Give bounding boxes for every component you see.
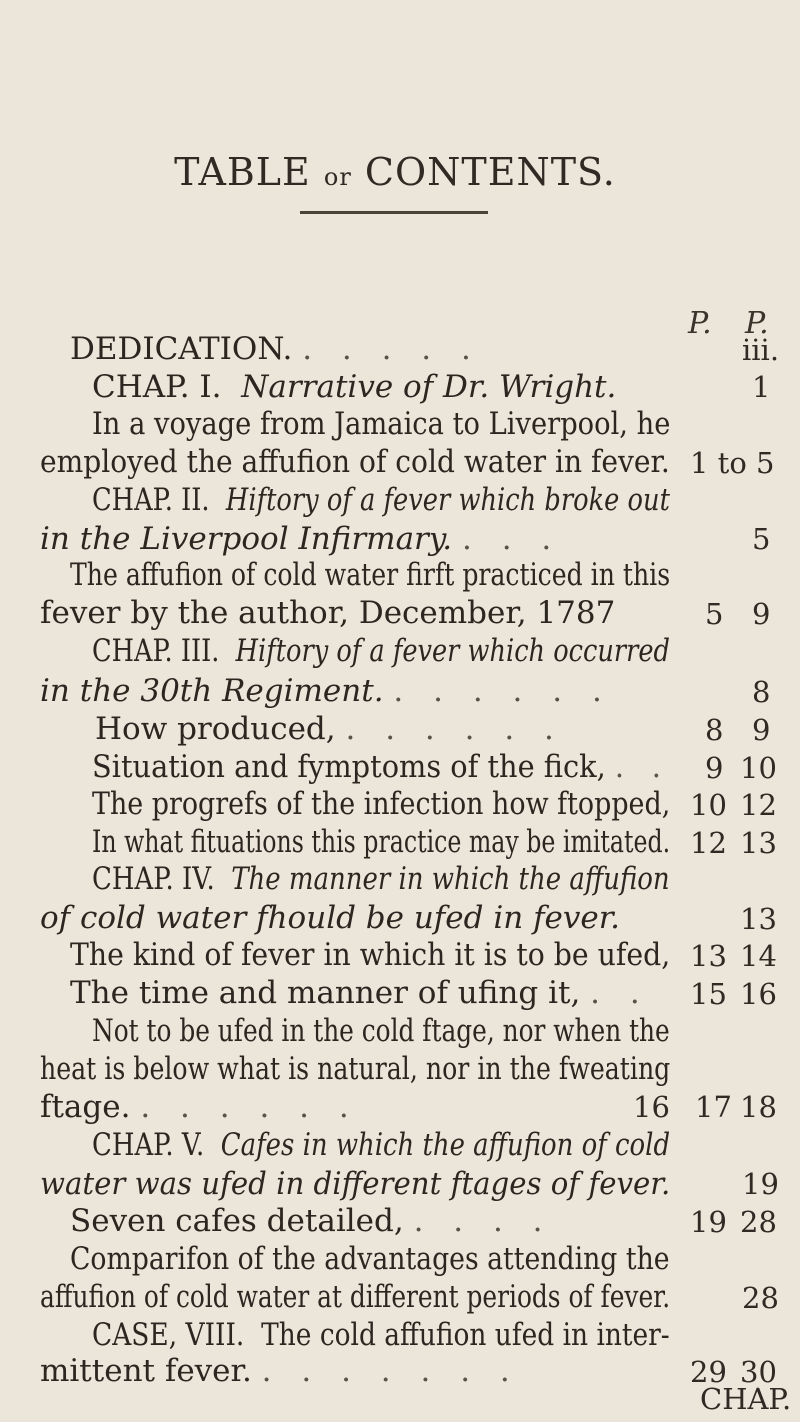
page-ref: 19: [742, 1167, 779, 1202]
entry-line: ftage. . . . . . .: [40, 1088, 359, 1125]
entry-line: water was ufed in different ftages of fever.: [40, 1165, 671, 1202]
page-ref: iii.: [742, 332, 780, 367]
page-ref: 28: [742, 1281, 779, 1316]
page-ref: 12: [690, 825, 727, 860]
chapter-heading: CHAP. I. Narrative of Dr. Wright.: [92, 368, 617, 405]
entry-line: The time and manner of ufing it, . .: [70, 974, 650, 1011]
entry-line: affufion of cold water at different periods of fever.: [40, 1279, 671, 1316]
page-ref: 8: [752, 674, 771, 709]
page-ref: 10: [690, 788, 727, 823]
entry-line: Seven cafes detailed, . . . .: [70, 1203, 553, 1240]
page-ref: 1: [752, 370, 771, 405]
entry-line: How produced, . . . . . .: [95, 711, 564, 748]
page-range: 1 to 5: [690, 445, 775, 480]
entry-dedication: DEDICATION. . . . . .: [70, 330, 481, 367]
page-ref: 15: [690, 976, 727, 1011]
title-rule: [300, 211, 488, 214]
chapter-heading: CHAP. IV. The manner in which the affufion: [92, 861, 670, 898]
page-ref: 9: [752, 596, 771, 631]
page-ref: 13: [740, 901, 777, 936]
entry-line: heat is below what is natural, nor in the fweating: [40, 1051, 671, 1088]
page-ref: 13: [690, 939, 727, 974]
entry-line: in the Liverpool Infirmary. . . .: [40, 520, 562, 557]
entry-line: The progrefs of the infection how ftopped,: [92, 786, 671, 823]
page-ref: 19: [690, 1204, 727, 1239]
chapter-heading: CHAP. III. Hiftory of a fever which occurred: [92, 633, 670, 670]
page-ref: 9: [752, 713, 771, 748]
entry-line: The kind of fever in which it is to be ufed,: [70, 937, 671, 974]
page-ref: 30: [740, 1355, 777, 1390]
page-ref: 14: [740, 939, 777, 974]
entry-line: fever by the author, December, 1787: [40, 594, 616, 631]
entry-line: employed the affufion of cold water in fever.: [40, 443, 670, 480]
page-ref: 16: [740, 976, 777, 1011]
page-ref: 9: [705, 750, 724, 785]
page-title: TABLE or CONTENTS.: [174, 150, 616, 194]
page-ref: 28: [740, 1204, 777, 1239]
entry-line: Situation and fymptoms of the fick, . .: [92, 748, 671, 785]
chapter-heading: CHAP. V. Cafes in which the affufion of cold: [92, 1127, 671, 1164]
entry-line: in the 30th Regiment. . . . . . .: [40, 672, 612, 709]
page-ref: 13: [740, 825, 777, 860]
entry-line: In a voyage from Jamaica to Liverpool, he: [92, 406, 671, 443]
page-ref: 8: [705, 713, 724, 748]
entry-line: Comparifon of the advantages attending the: [70, 1240, 670, 1277]
chapter-heading: CHAP. II. Hiftory of a fever which broke out: [92, 482, 670, 519]
page-ref: 16: [633, 1090, 670, 1125]
page-ref: 5: [705, 596, 724, 631]
page-ref: 18: [740, 1090, 777, 1125]
page-ref: 17: [695, 1090, 732, 1125]
page-ref: 10: [740, 750, 777, 785]
page-ref: 12: [740, 788, 777, 823]
entry-line: Not to be ufed in the cold ftage, nor when the: [92, 1013, 670, 1050]
page-ref: 29: [690, 1355, 727, 1390]
column-heading-second: P.: [745, 306, 769, 341]
page-ref: 5: [752, 522, 771, 557]
catchword: CHAP.: [700, 1382, 792, 1416]
column-heading-first: P.: [688, 306, 712, 341]
entry-line: The affufion of cold water firft practiced in this: [70, 557, 671, 594]
entry-line: mittent fever. . . . . . . .: [40, 1353, 520, 1390]
entry-line: of cold water fhould be ufed in fever.: [40, 899, 621, 936]
chapter-heading: CASE, VIII. The cold affufion ufed in inter-: [92, 1316, 670, 1353]
entry-line: In what fituations this practice may be imitated.: [92, 823, 671, 860]
